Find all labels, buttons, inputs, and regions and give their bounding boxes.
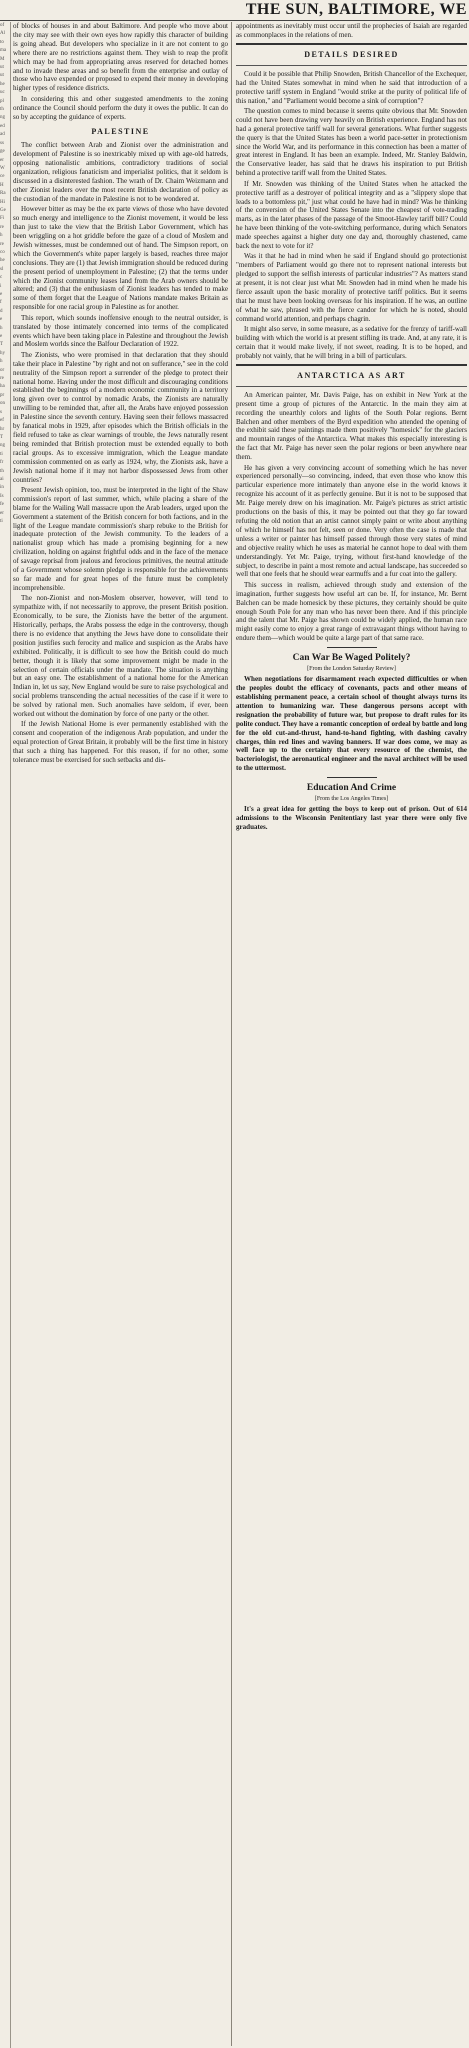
gutter-fragment: T <box>0 342 4 348</box>
palestine-paragraph: Present Jewish opinion, too, must be interpreted in the light of the Shaw commission's report of last summer, which, while placing a share of the blame for the Wailing Wall massacre upon the Arab leaders, urged upon the Government a statement of the British concern for both factions, and in the light of the League mandate commission's sharp rebuke to the British for inadequate protection of the Jewish community. To the leaders of a nationalist group which has made a promising beginning for a new civilization, holding on against frightful odds and in the face of the menace of savage reprisal from jealous and ferocious primitives, the neutral attitude of a Government whose solemn pledge is responsible for the achievements so far made and for great hopes of the future must be completely incomprehensible. <box>13 485 228 592</box>
gutter-fragment: e <box>0 317 3 323</box>
antarctica-paragraph: This success in realism, achieved through study and extension of the imagination, further suggests how useful art can be. If, for instance, Mr. Bernt Balchen can be made homesick by these pictures, they certainly should be quite enough South Pole for any man who has never been there. And if this principle and the talent that Mr. Paige has shown could be widely applied, the human race might easily come to enjoy a great range of extravagant things without having to endure them—which would be quite a large part of that same race. <box>236 580 467 643</box>
gutter-fragment: ha <box>0 384 5 390</box>
masthead-title: THE SUN, BALTIMORE, WE <box>245 1 467 18</box>
gutter-fragment: er <box>0 157 4 163</box>
gutter-fragment: ng <box>0 115 5 121</box>
gutter-fragment: er <box>0 510 4 516</box>
gutter-fragment: of <box>0 23 5 28</box>
gutter-fragment: e <box>0 292 3 297</box>
gutter-fragment: ad <box>0 132 5 138</box>
gutter-fragment: he <box>0 81 5 87</box>
palestine-paragraph: However bitter as may be the ex parte views of those who have devoted so much energy and intelligence to the Zionist movement, it would be less than just to take the view that the British Labor Government, which has been wriggling on a hot griddle before the gaze of a cloud of Moslem and Jewish witnesses, must be condemned out of hand. The Simpson report, on which the Government's white paper largely is based, reaches three major conclusions. They are (1) that Jewish immigration should be reduced during the present period of unemployment in Palestine; (2) that the terms under which the Zionist community leases land from the Arab owners should be altered; and (3) that the enthusiasm of Zionist leaders has tended to make some of them forget that the League of Nations mandate makes Britain as responsible for one racial group in Palestine as for another. <box>13 205 228 312</box>
antarctica-heading: ANTARCTICA AS ART <box>297 370 406 380</box>
gutter-fragment: e <box>0 334 3 340</box>
gutter-fragment: h <box>0 233 3 239</box>
gutter-fragment: th <box>0 468 4 474</box>
war-heading: Can War Be Waged Politely? <box>292 653 411 664</box>
gutter-fragment: M <box>0 56 5 62</box>
intro-paragraph: of blocks of houses in and about Baltimore. And people who move about the city may see with their own eyes how rapidly this character of building is going ahead. But developers who specialize in it are not content to go where there are no restrictions against them. They wish to reap the profit which may be had from appropriating areas reserved for detached homes and to invade these areas and so benefit from the enterprise and outlay of those who have expended or proposed to expend their money in developing higher types of residence districts. <box>13 22 228 93</box>
gutter-fragment: ed <box>0 123 5 129</box>
palestine-paragraph: This report, which sounds inoffensive enough to the neutral outsider, is translated by those intimately concerned into terms of the complicated events which have been taking place in Palestine and throughout the Jewish and Moslem worlds since the Balfour Declaration of 1922. <box>13 313 228 349</box>
gutter-fragment: re <box>0 376 4 382</box>
gutter-fragment: fe <box>0 502 4 508</box>
gutter-fragment: W <box>0 165 5 171</box>
gutter-fragment: or <box>0 367 5 373</box>
gutter-fragment: T <box>0 434 4 440</box>
gutter-fragment: h <box>0 325 3 331</box>
details-paragraph: If Mr. Snowden was thinking of the United States when he attacked the protective tariff as a destroyer of political integrity and as a "slippery slope that leads to a bottomless pit," just what could he have had in mind? Was he thinking of the conversion of the United States Senate into the cheapest of vote-trading marts, as in the later phases of the passage of the Smoot-Hawley tariff bill? Could he have been thinking of the vote-switching performance, during which Senators made speeches against a higher duty one day and, thoroughly chastened, came back the next to vote for it? <box>236 179 467 251</box>
gutter-fragment: co <box>0 249 5 255</box>
war-paragraph: When negotiations for disarmament reach expected difficulties or when the peoples doubt the efficacy of covenants, pacts and other means of establishing permanent peace, a certain school of thought always turns its attention to humanizing war. These dangerous persons accept with resignation the probability of future war, but propose to draft rules for its polite conduct. They have a romantic conception of ordeal by battle and long for the old cut-and-thrust, hand-to-hand fighting, with dashing cavalry charges, thin red lines and waving banners. If war does come, we may as well face up to the certainty that every resource of the chemist, the bacteriologist, the aeronautical engineer and the naval architect will be used to the uttermost. <box>236 675 467 773</box>
gutter-fragment: d <box>0 308 3 314</box>
gutter-fragment: re <box>0 224 4 230</box>
palestine-heading: PALESTINE <box>91 127 150 137</box>
details-heading-box <box>236 43 467 66</box>
antarctica-paragraph: He has given a very convincing account of something which he has never experienced personally—so convincing, indeed, that even those who know this particular experience more intimately than anyone else in the world knows it recognize his account of it as perfectly genuine. But it is not to be supposed that Mr. Paige merely drew on his imagination. Mr. Paige's pictures as strict artistic productions on the basis of this, it may be pointed out that they go far toward refuting the old notion that an artist cannot simply paint or write about anything of which he himself has not felt, seen or done. Very often the case is made that unless a writer or painter has himself passed through those very states of mind and objective reality which he uses as material he cannot hope to deal with them understandingly. Yet Mr. Paige, trying, without first-hand knowledge of the subject, to describe in paint a most remote and actual landscape, has succeeded so well that one feels that he should wear earmuffs and a fur coat into the gallery. <box>236 463 467 579</box>
details-heading: DETAILS DESIRED <box>304 49 399 59</box>
gutter-fragment: to <box>0 39 4 45</box>
palestine-paragraph: The Zionists, who were promised in that declaration that they should take their place in Palestine "by right and not on sufferance," see in the cold neutrality of the Simpson report a surrender of the pledge to protect their national home. Having under the most difficult and discouraging conditions established the beginnings of a modern economic community in a territory long given over to control by nomadic Arabs, the Zionists are naturally unwilling to be reminded that, after all, the Arabs have enjoyed possession in Palestine since the seventh century. Having seen their fellows massacred by fanatical mobs in 1929, after episodes which the British officials in the field refused to take as clear warnings of trouble, the Jews naturally resent being reminded that British protection must be extended equally to both racial groups. As to excessive immigration, which the League mandate commission commented on as early as 1924, why, the Zionists ask, have a Jewish national home if it may not harbor dispossessed Jews from other countries? <box>13 350 228 484</box>
details-paragraph: The question comes to mind because it seems quite obvious that Mr. Snowden could not have been drawing very heavily on British experience. England has not had a general protective tariff wall for several generations. What further suggests the query is that the United States has been a world pace-setter in protectionism since the World War, and its performance in this connection has been a matter of great interest in England. It has been an example. Indeed, Mr. Stanley Baldwin, the Conservative leader, has said that he draws his inspiration to put British behind a protective tariff wall from the United States. <box>236 106 467 178</box>
gutter-fragment: on <box>0 401 5 407</box>
gutter-fragment: re <box>0 241 4 247</box>
gutter-fragment: ce <box>0 174 5 180</box>
crime-heading: Education And Crime <box>306 783 397 794</box>
continued-paragraph: appointments as inevitably must occur until the prophecies of Isaiah are regarded as commonplaces in the relations of men. <box>236 22 467 39</box>
war-source: [From the London Saturday Review] <box>307 666 396 673</box>
left-column <box>13 22 228 2046</box>
masthead <box>0 0 469 21</box>
gutter-fragment: he <box>0 258 5 264</box>
gutter-fragment: H <box>0 182 4 188</box>
gutter-fragment: Al <box>0 31 5 37</box>
gutter-fragment: fr <box>0 460 4 466</box>
gutter-fragment: Is <box>0 493 4 499</box>
gutter-fragment: in <box>0 485 4 491</box>
intro-paragraph: In considering this and other suggested amendments to the zoning ordinance the Council should perform the duty it owes the public. It can do so by accepting the guidance of experts. <box>13 94 228 121</box>
gutter-fragment: ma <box>0 48 7 54</box>
gutter-fragment: Ra <box>0 191 6 197</box>
right-column <box>236 22 467 2046</box>
gutter-fragment: uc <box>0 90 5 96</box>
details-paragraph: Could it be possible that Philip Snowden, British Chancellor of the Exchequer, had the United States somewhat in mind when he said that introduction of a protective tariff system in England "would strike at the purity of political life of this nation," and "Parliament would become a sink of corruption"? <box>236 69 467 105</box>
gutter-fragment: ai <box>0 476 4 482</box>
gutter-fragment: hy <box>0 350 5 356</box>
details-paragraph: Was it that he had in mind when he said if England should go protectionist "members of Parliament would go there not to represent national interests but pledged to support the selfish interests of particular industries"? As matters stand at present, it is not clear just what Mr. Snowden had in mind when he made his fierce assault upon the basic morality of protective tariff politics. But it seems that he must have been looking overseas for his inspiration. If he was, an outline of what he saw, phrased with the fierce candor for which he is noted, should command world attention, and perhaps chagrin. <box>236 252 467 323</box>
palestine-paragraph: The conflict between Arab and Zionist over the administration and development of Palestine is so inextricably mixed up with age-old hatreds, opposing nationalistic ambitions, contradictory traditions of social organization, religious fanaticism and imperialist politics, that it seldom is discussed in a disinterested fashion. The wrath of Dr. Chaim Weizmann and other Zionist leaders over the most recent British declaration of policy as the custodian of the mandate in Palestine is not to be wondered at. <box>13 141 228 203</box>
details-paragraph: It might also serve, in some measure, as a sedative for the frenzy of tariff-wall building with which the world is at present stifling its trade. And, at any rate, it is certain that it would make lively, if not sweet, reading. It is to be hoped, and probably not vainly, that he will bring in a bill of particulars. <box>236 325 467 360</box>
gutter-fragment: ef <box>0 418 4 424</box>
antarctica-paragraph: An American painter, Mr. Davis Paige, has on exhibit in New York at the present time a group of pictures of the Antarctic. In the main they aim at recording the unearthly colors and lights of the South Polar regions. Bernt Balchen and other members of the Byrd expedition who attended the opening of the exhibit said these paintings made them positively "homesick" for the glaciers and mountain ranges of the Antarctica. What makes this especially interesting is the fact that Mr. Paige has never seen the polar regions or been anywhere near them. <box>236 390 467 462</box>
gutter-fragment: ut <box>0 65 4 71</box>
previous-page-gutter <box>0 22 11 2048</box>
gutter-fragment: f <box>0 300 2 306</box>
section-rule <box>327 647 377 648</box>
palestine-paragraph: If the Jewish National Home is ever permanently established with the consent and cooperation of the indigenous Arab population, and under the equal protection of Great Britain, it probably will be the first time in history that such a thing has happened. For this reason, if for no other, some tolerance must be exercised for such setbacks and dis- <box>13 720 228 765</box>
gutter-fragment: c <box>0 275 3 281</box>
gutter-fragment: ge <box>0 149 5 155</box>
section-rule <box>327 777 377 778</box>
crime-paragraph: It's a great idea for getting the boys to keep out of prison. Out of 614 admissions to the Wisconsin Penitentiary last year there were only five graduates. <box>236 805 467 831</box>
antarctica-heading-box <box>236 364 467 387</box>
gutter-fragment: pr <box>0 392 5 398</box>
gutter-fragment: Hi <box>0 199 5 205</box>
gutter-fragment: ng <box>0 443 5 449</box>
gutter-fragment: sl <box>0 266 4 272</box>
gutter-fragment: s <box>0 409 2 415</box>
gutter-fragment: ss <box>0 140 4 146</box>
column-divider <box>231 22 232 2046</box>
gutter-fragment: ut <box>0 73 4 79</box>
crime-source: [From the Los Angeles Times] <box>314 796 389 803</box>
gutter-fragment: Fi <box>0 216 5 222</box>
gutter-fragment: i <box>0 283 2 289</box>
gutter-fragment: pl <box>0 98 4 104</box>
gutter-fragment: ti <box>0 451 3 457</box>
palestine-paragraph: The non-Zionist and non-Moslem observer, however, will tend to sympathize with, if not necessarily to approve, the present British position. Economically, to be sure, the Zionists have the better of the argument. Historically, perhaps, the Arabs possess the edge in the controversy, though there is no evidence that anything the Jews have done to consolidate their position justifies such ferocity and malice and suspicion as the Arabs have exhibited. Politically, it is difficult to see how the British could do much better, though it is likely that some improvement might be made in the selection of certain officials under the mandate. The situation is anything but an easy one. The establishment of a national home for the American Indian in, let us say, New England would be sure to raise psychological and social problems transcending the actual necessities of the case if it were to be solved by rational men. Such anomalies have seldom, if ever, been worked out without the domination by force of one party or the other. <box>13 594 228 719</box>
gutter-fragment: th <box>0 107 4 113</box>
gutter-fragment: ti <box>0 518 3 524</box>
gutter-fragment: Ge <box>0 207 6 213</box>
gutter-fragment: h <box>0 359 3 365</box>
gutter-fragment: hr <box>0 426 5 432</box>
